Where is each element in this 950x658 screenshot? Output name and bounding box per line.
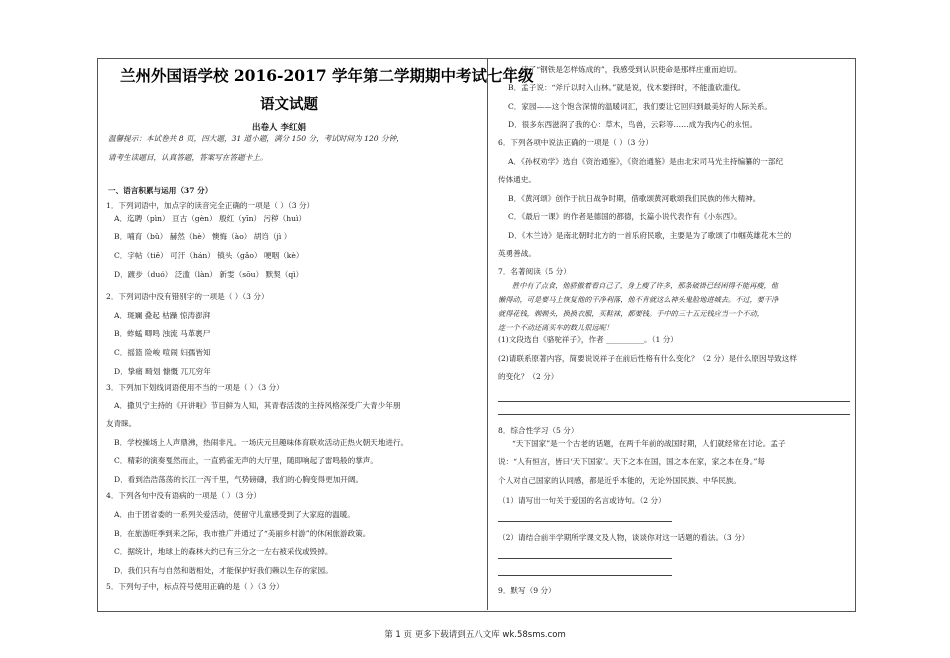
- q7-passage-line2: 懒得动，可是要马上恢复他的干净利落，他不肯就这么神头鬼脸地进城去。不过，要干净: [498, 295, 779, 304]
- page-footer: 第 1 页 更多下载请到五八文库 wk.58sms.com: [384, 630, 566, 640]
- question-5: 5．下列句子中，标点符号使用正确的是（ ）（3 分）: [106, 582, 284, 591]
- q8-passage-line1: “天下国家”是一个古老的话题，在两千年前的战国时期，人们就经常在讨论。孟子: [512, 439, 786, 448]
- q8-subquestion-2: （2）请结合前半学期所学课文及人物，谈谈你对这一话题的看法。（3 分）: [498, 533, 750, 542]
- q2-option-c: C．摇篮 险峻 喧闹 妇孺皆知: [114, 348, 211, 357]
- q2-option-a: A．斑斓 叠起 枯躁 惊涛澎湃: [114, 311, 211, 320]
- question-3: 3．下列加下划线词语使用不当的一项是（ ）（3 分）: [106, 383, 284, 392]
- q7-passage-line1: 胜中有了点食，他骄傲着看自己了，身上瘦了许多，那条破褂已经困得不能再瘦，他: [512, 281, 778, 290]
- q1-option-a: A．迄聘（pìn） 亘古（gèn） 殷红（yīn） 污秽（huì）: [114, 214, 307, 223]
- answer-line[interactable]: [498, 401, 850, 402]
- q7-passage-line4: 连一个不动还离买车的数儿很远呢！: [498, 323, 614, 332]
- q6-option-c: C．《最后一课》的作者是德国的都德，长篇小说代表作有《小东西》。: [508, 212, 742, 221]
- notice-line-1: 温馨提示：本试卷共 8 页，四大题，31 道小题，满分 150 分，考试时间为 120 分钟，: [108, 134, 404, 143]
- question-2: 2．下列词语中没有错别字的一项是（ ）（3 分）: [106, 292, 269, 301]
- q3-option-c: C．精彩的演奏戛然而止，一直鸦雀无声的大厅里，随即响起了雷鸣般的掌声。: [114, 456, 378, 465]
- q6-option-b: B．《黄河颂》创作于抗日战争时期，借歌颂黄河歌颂我们民族的伟大精神。: [508, 194, 761, 203]
- q5-option-d: D．很多东西滋润了我的心：草木，鸟兽，云彩等……成为我内心的永恒。: [508, 120, 758, 129]
- q1-option-c: C．字帖（tiě） 可汗（hán） 镇头（gǎo） 哽咽（kè）: [114, 251, 304, 260]
- notice-line-2: 请考生读题目，认真答题，答案写在答题卡上。: [108, 153, 268, 162]
- exam-subtitle: 语文试题: [260, 96, 318, 113]
- q4-option-d: D．我们只有与自然和谐相处，才能保护好我们赖以生存的家园。: [114, 566, 333, 575]
- q5-option-b: B．孟子说：“斧斤以时入山林。”就是说，伐木要择时，不能滥砍滥伐。: [508, 83, 746, 92]
- question-4: 4．下列各句中没有语病的一项是（ ）（3 分）: [106, 491, 261, 500]
- q1-option-d: D．踱步（duó） 泛滥（làn） 新雯（sōu） 默契（qì）: [114, 270, 304, 279]
- section-heading: 一、语言积累与运用（37 分）: [108, 186, 213, 195]
- exam-author: 出卷人 李红娟: [252, 123, 306, 133]
- q4-option-a: A．由于团省委的一系列关爱活动，使留守儿童感受到了大家庭的温暖。: [114, 510, 355, 519]
- question-8: 8．综合性学习（5 分）: [498, 426, 579, 435]
- q8-passage-line3: 个人对自己国家的认同感，都是近乎本能的，无论外国民族、中华民族。: [498, 476, 741, 485]
- q5-option-c: C．家园——这个饱含深情的温暖词汇，我们要让它回归到最美好的人际关系。: [508, 102, 772, 111]
- q3-option-d: D．看到浩浩荡荡的长江一泻千里，气势磅礴，我们的心胸变得更加开阔。: [114, 475, 364, 484]
- q6-option-a-line2: 传体通史。: [498, 175, 536, 184]
- q2-option-d: D．挚痛 畸划 慷慨 兀兀穷年: [114, 367, 211, 376]
- q3-option-a-line2: 友青睐。: [106, 419, 137, 428]
- q4-option-b: B．在旅游旺季到来之际，我市推广并通过了“美丽乡村游”的休闲旅游政策。: [114, 529, 371, 538]
- q7-subquestion-2-line2: 的变化？（2 分）: [498, 372, 559, 381]
- question-9: 9．默写（9 分）: [498, 586, 556, 595]
- q6-option-d-line1: D．《木兰诗》是南北朝时北方的一首乐府民歌，主要是为了歌颂了巾帼英雄花木兰的: [508, 231, 792, 240]
- question-1: 1．下列词语中，加点字的读音完全正确的一项是（ ）（3 分）: [106, 201, 315, 210]
- answer-line[interactable]: [498, 558, 672, 559]
- exam-title: 兰州外国语学校 2016-2017 学年第二学期期中考试七年级: [120, 66, 534, 85]
- q8-passage-line2: 说：“人有恒言，皆曰‘天下国家’。天下之本在国，国之本在家，家之本在身。”每: [498, 457, 765, 466]
- q7-subquestion-1: (1)文段选自《骆驼祥子》，作者 __________。（1 分）: [498, 335, 678, 344]
- q3-option-b: B．学校操场上人声鼎沸，热闹非凡。一场庆元旦趣味体育联欢活动正热火朝天地进行。: [114, 438, 409, 447]
- question-7: 7．名著阅读（5 分）: [498, 267, 571, 276]
- q8-subquestion-1: （1）请写出一句关于爱国的名言或诗句。（2 分）: [498, 496, 666, 505]
- q4-option-c: C．据统计，地球上的森林大约已有三分之一左右被采伐或毁掉。: [114, 547, 333, 556]
- q7-passage-line3: 就得花钱，剃剃头，换换衣服，买鞋袜，都要钱。手中的三十五元钱应当一个不动，: [498, 309, 764, 318]
- answer-line[interactable]: [498, 414, 850, 415]
- answer-line[interactable]: [498, 575, 672, 576]
- q7-subquestion-2-line1: (2)请联系原著内容，简要说说祥子在前后性格有什么变化？（2 分）是什么原因导致这样: [498, 354, 797, 363]
- question-6: 6．下列各项中说法正确的一项是（ ）（3 分）: [498, 138, 653, 147]
- q1-option-b: B．哺育（bǔ） 赫然（hè） 懊悔（ào） 胡诌（jì ）: [114, 232, 292, 241]
- answer-line[interactable]: [498, 521, 672, 522]
- q3-option-a-line1: A．撒贝宁主持的《开讲啦》节目鲜为人知，其青春活泼的主持风格深受广大青少年朋: [114, 401, 401, 410]
- q2-option-b: B．蚱蜢 唧鸣 浊流 马革裹尸: [114, 329, 211, 338]
- q6-option-d-line2: 英勇善战。: [498, 249, 536, 258]
- column-divider: [487, 58, 488, 610]
- q5-option-a: A．读了“钢铁是怎样炼成的”，我感受到认识使命是那样庄重而迫切。: [508, 65, 742, 74]
- q6-option-a-line1: A．《孙权劝学》选自《资治通鉴》，《资治通鉴》是由北宋司马光主持编纂的一部纪: [508, 157, 784, 166]
